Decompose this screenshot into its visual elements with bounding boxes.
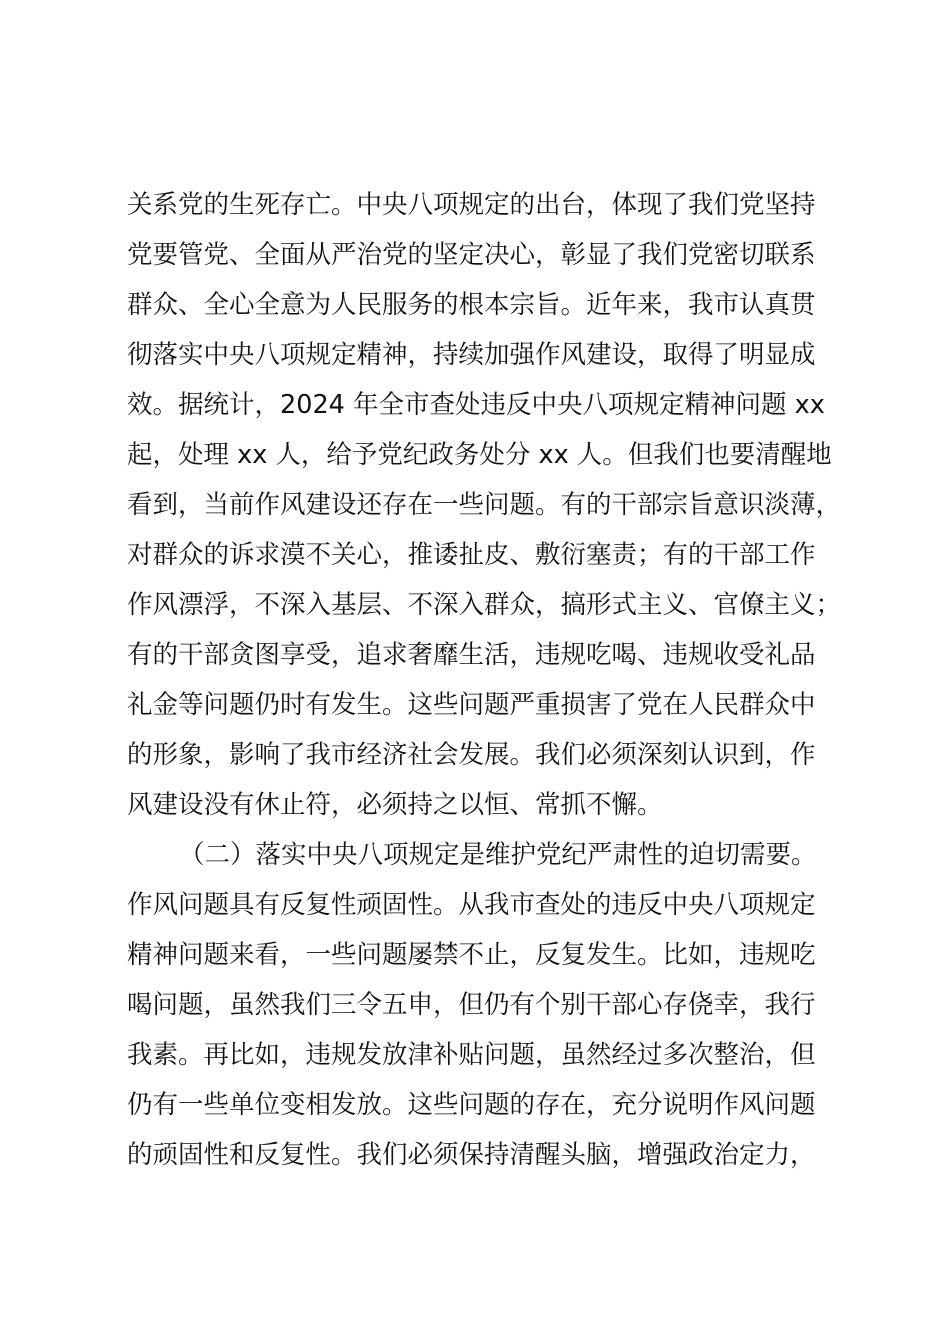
text-line: 的形象，影响了我市经济社会发展。我们必须深刻认识到，作 <box>127 740 816 770</box>
body-text <box>127 180 862 1180</box>
text-line: 仍有一些单位变相发放。这些问题的存在，充分说明作风问题 <box>127 1090 816 1120</box>
text-line: 关系党的生死存亡。中央八项规定的出台，体现了我们党坚持 <box>127 190 816 220</box>
text-line: 作风问题具有反复性顽固性。从我市查处的违反中央八项规定 <box>127 890 816 920</box>
text-line: 我素。再比如，违规发放津补贴问题，虽然经过多次整治，但 <box>127 1040 816 1070</box>
text-line: 起，处理 xx 人，给予党纪政务处分 xx 人。但我们也要清醒地 <box>127 440 832 470</box>
text-line: 精神问题来看，一些问题屡禁不止，反复发生。比如，违规吃 <box>127 940 816 970</box>
text-line: 作风漂浮，不深入基层、不深入群众，搞形式主义、官僚主义； <box>127 590 842 620</box>
text-line: 群众、全心全意为人民服务的根本宗旨。近年来，我市认真贯 <box>127 290 816 320</box>
text-line: 喝问题，虽然我们三令五申，但仍有个别干部心存侥幸，我行 <box>127 990 816 1020</box>
text-line: 有的干部贪图享受，追求奢靡生活，违规吃喝、违规收受礼品 <box>127 640 816 670</box>
text-line: 党要管党、全面从严治党的坚定决心，彰显了我们党密切联系 <box>127 240 816 270</box>
text-line: 对群众的诉求漠不关心，推诿扯皮、敷衍塞责；有的干部工作 <box>127 540 816 570</box>
text-line: 风建设没有休止符，必须持之以恒、常抓不懈。 <box>127 790 663 820</box>
text-line: 彻落实中央八项规定精神，持续加强作风建设，取得了明显成 <box>127 340 816 370</box>
text-line: 效。据统计，2024 年全市查处违反中央八项规定精神问题 xx <box>127 390 825 420</box>
text-line: 礼金等问题仍时有发生。这些问题严重损害了党在人民群众中 <box>127 690 816 720</box>
section-heading: （二）落实中央八项规定是维护党纪严肃性的迫切需要。 <box>179 840 817 870</box>
text-line: 看到，当前作风建设还存在一些问题。有的干部宗旨意识淡薄， <box>127 490 842 520</box>
text-line: 的顽固性和反复性。我们必须保持清醒头脑，增强政治定力， <box>127 1140 816 1170</box>
